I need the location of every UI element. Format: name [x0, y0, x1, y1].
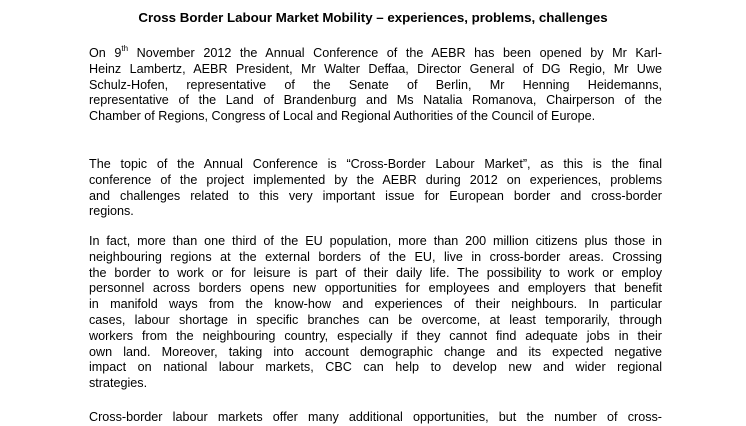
paragraph-line: cases, labour shortage in specific branches can be overcome, at least temporarily, through: [89, 312, 662, 327]
line-text: On 9: [89, 46, 122, 60]
paragraph-opportunities: [89, 410, 662, 426]
paragraph-opening: [89, 43, 662, 125]
paragraph-line: representative of the Land of Brandenburg and Ms Natalia Romanova, Chairperson of the: [89, 93, 662, 108]
paragraph-line: Cross-border labour markets offer many additional opportunities, but the number of cross-: [89, 410, 662, 424]
paragraph-line: the border to work or for leisure is part of their daily life. The possibility to work or employ: [89, 265, 662, 280]
line-text: November 2012 the Annual Conference of the AEBR has been opened by Mr Karl-: [128, 46, 662, 60]
paragraph-line: In fact, more than one third of the EU population, more than 200 million citizens plus those in: [89, 234, 662, 248]
paragraph-line: The topic of the Annual Conference is “Cross-Border Labour Market”, as this is the final: [89, 157, 662, 171]
paragraph-line: conference of the project implemented by the AEBR during 2012 on experiences, problems: [89, 172, 662, 187]
paragraph-line: workers from the neighbouring country, especially if they cannot find adequate jobs in their: [89, 328, 662, 343]
paragraph-topic: [89, 157, 662, 220]
paragraph-line: [89, 43, 662, 62]
paragraph-line: neighbouring regions at the external borders of the EU, live in cross-border areas. Crossing: [89, 249, 662, 264]
paragraph-line: strategies.: [89, 376, 148, 391]
document-title: Cross Border Labour Market Mobility – experiences, problems, challenges: [138, 10, 608, 25]
paragraph-line: own land. Moreover, taking into account demographic change and its expected negative: [89, 344, 662, 359]
paragraph-population: [89, 234, 662, 392]
paragraph-line: Heinz Lambertz, AEBR President, Mr Walter Deffaa, Director General of DG Regio, Mr Uwe: [89, 61, 662, 76]
paragraph-line: personnel across borders opens new opportunities for employees and employers that benefit: [89, 281, 662, 296]
paragraph-line: and challenges related to this very important issue for European border and cross-border: [89, 188, 662, 203]
paragraph-line: regions.: [89, 204, 134, 219]
paragraph-line: in manifold ways from the know-how and experiences of their neighbours. In particular: [89, 297, 662, 312]
paragraph-line: Chamber of Regions, Congress of Local and Regional Authorities of the Council of Europe.: [89, 109, 596, 124]
paragraph-line: impact on national labour markets, CBC can help to develop new and wider regional: [89, 360, 662, 375]
ordinal-superscript: th: [121, 43, 129, 53]
paragraph-line: Schulz-Hofen, representative of the Senate of Berlin, Mr Henning Heidemanns,: [89, 77, 662, 92]
